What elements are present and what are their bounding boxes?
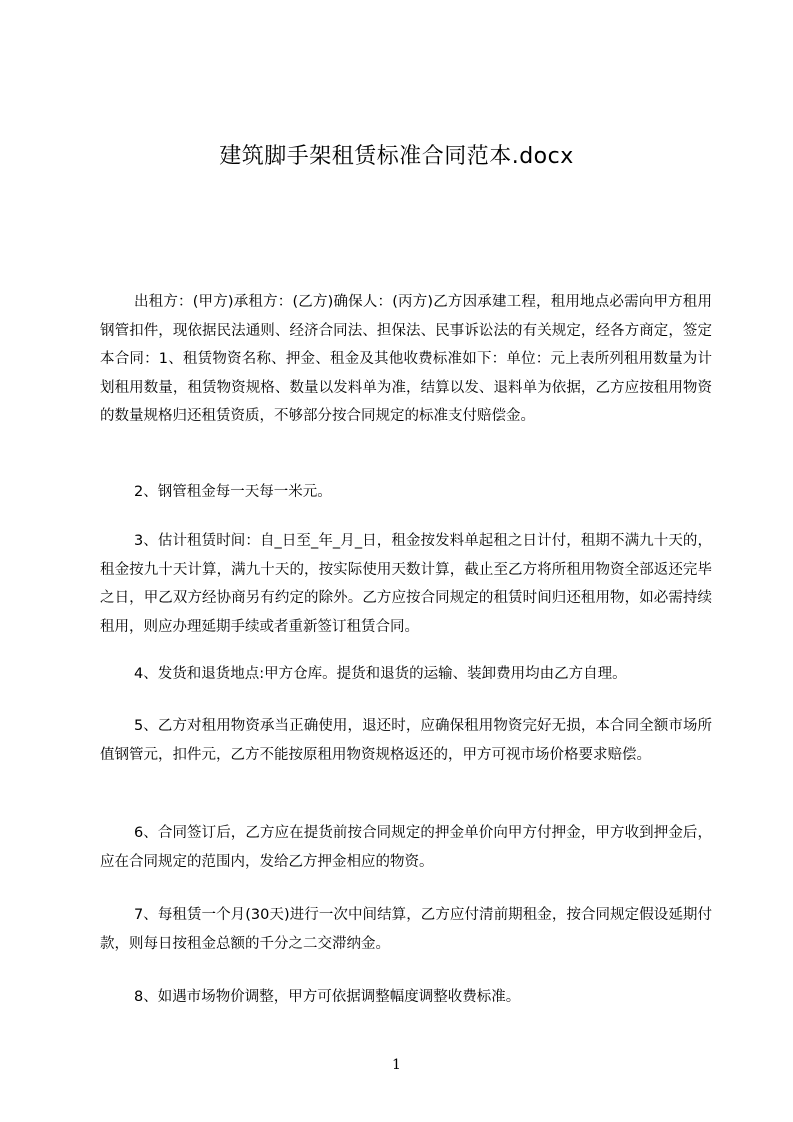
page-number: 1	[392, 1057, 401, 1073]
paragraph-pipe-rent: 2、钢管租金每一天每一米元。	[134, 484, 332, 500]
paragraph-proper-use: 5、乙方对租用物资承当正确使用，退还时，应确保租用物资完好无损，本合同全额市场所值钢管元，扣件元，乙方不能按原租用物资规格返还的，甲方可视市场价格要求赔偿。	[100, 718, 712, 763]
paragraph-delivery-location: 4、发货和退货地点:甲方仓库。提货和退货的运输、装卸费用均由乙方自理。	[134, 666, 627, 682]
document-title: 建筑脚手架租赁标准合同范本.docx	[219, 144, 574, 169]
paragraph-deposit: 6、合同签订后，乙方应在提货前按合同规定的押金单价向甲方付押金，甲方收到押金后，应在合同规定的范围内，发给乙方押金相应的物资。	[100, 825, 712, 870]
paragraph-parties-and-terms: 出租方：(甲方)承租方：(乙方)确保人：(丙方)乙方因承建工程，租用地点必需向甲方租用钢管扣件，现依据民法通则、经济合同法、担保法、民事诉讼法的有关规定，经各方商定，签定本合同：1、租赁物资名称、押金、租金及其他收费标准如下：单位：元上表所列租用数量为计划租用数量，租赁物资规格、数量以发料单为准，结算以发、退料单为依据，乙方应按租用物资的数量规格归还租赁资质，不够部分按合同规定的标准支付赔偿金。	[100, 294, 712, 424]
paragraph-price-adjustment: 8、如遇市场物价调整，甲方可依据调整幅度调整收费标准。	[134, 989, 521, 1005]
paragraph-monthly-settlement: 7、每租赁一个月(30天)进行一次中间结算，乙方应付清前期租金，按合同规定假设延期付款，则每日按租金总额的千分之二交滞纳金。	[100, 907, 712, 952]
paragraph-lease-period: 3、估计租赁时间：自_日至_年_月_日，租金按发料单起租之日计付，租期不满九十天的，租金按九十天计算，满九十天的，按实际使用天数计算，截止至乙方将所租用物资全部返还完毕之日，甲乙双方经协商另有约定的除外。乙方应按合同规定的租赁时间归还租用物，如必需持续租用，则应办理延期手续或者重新签订租赁合同。	[100, 533, 712, 635]
